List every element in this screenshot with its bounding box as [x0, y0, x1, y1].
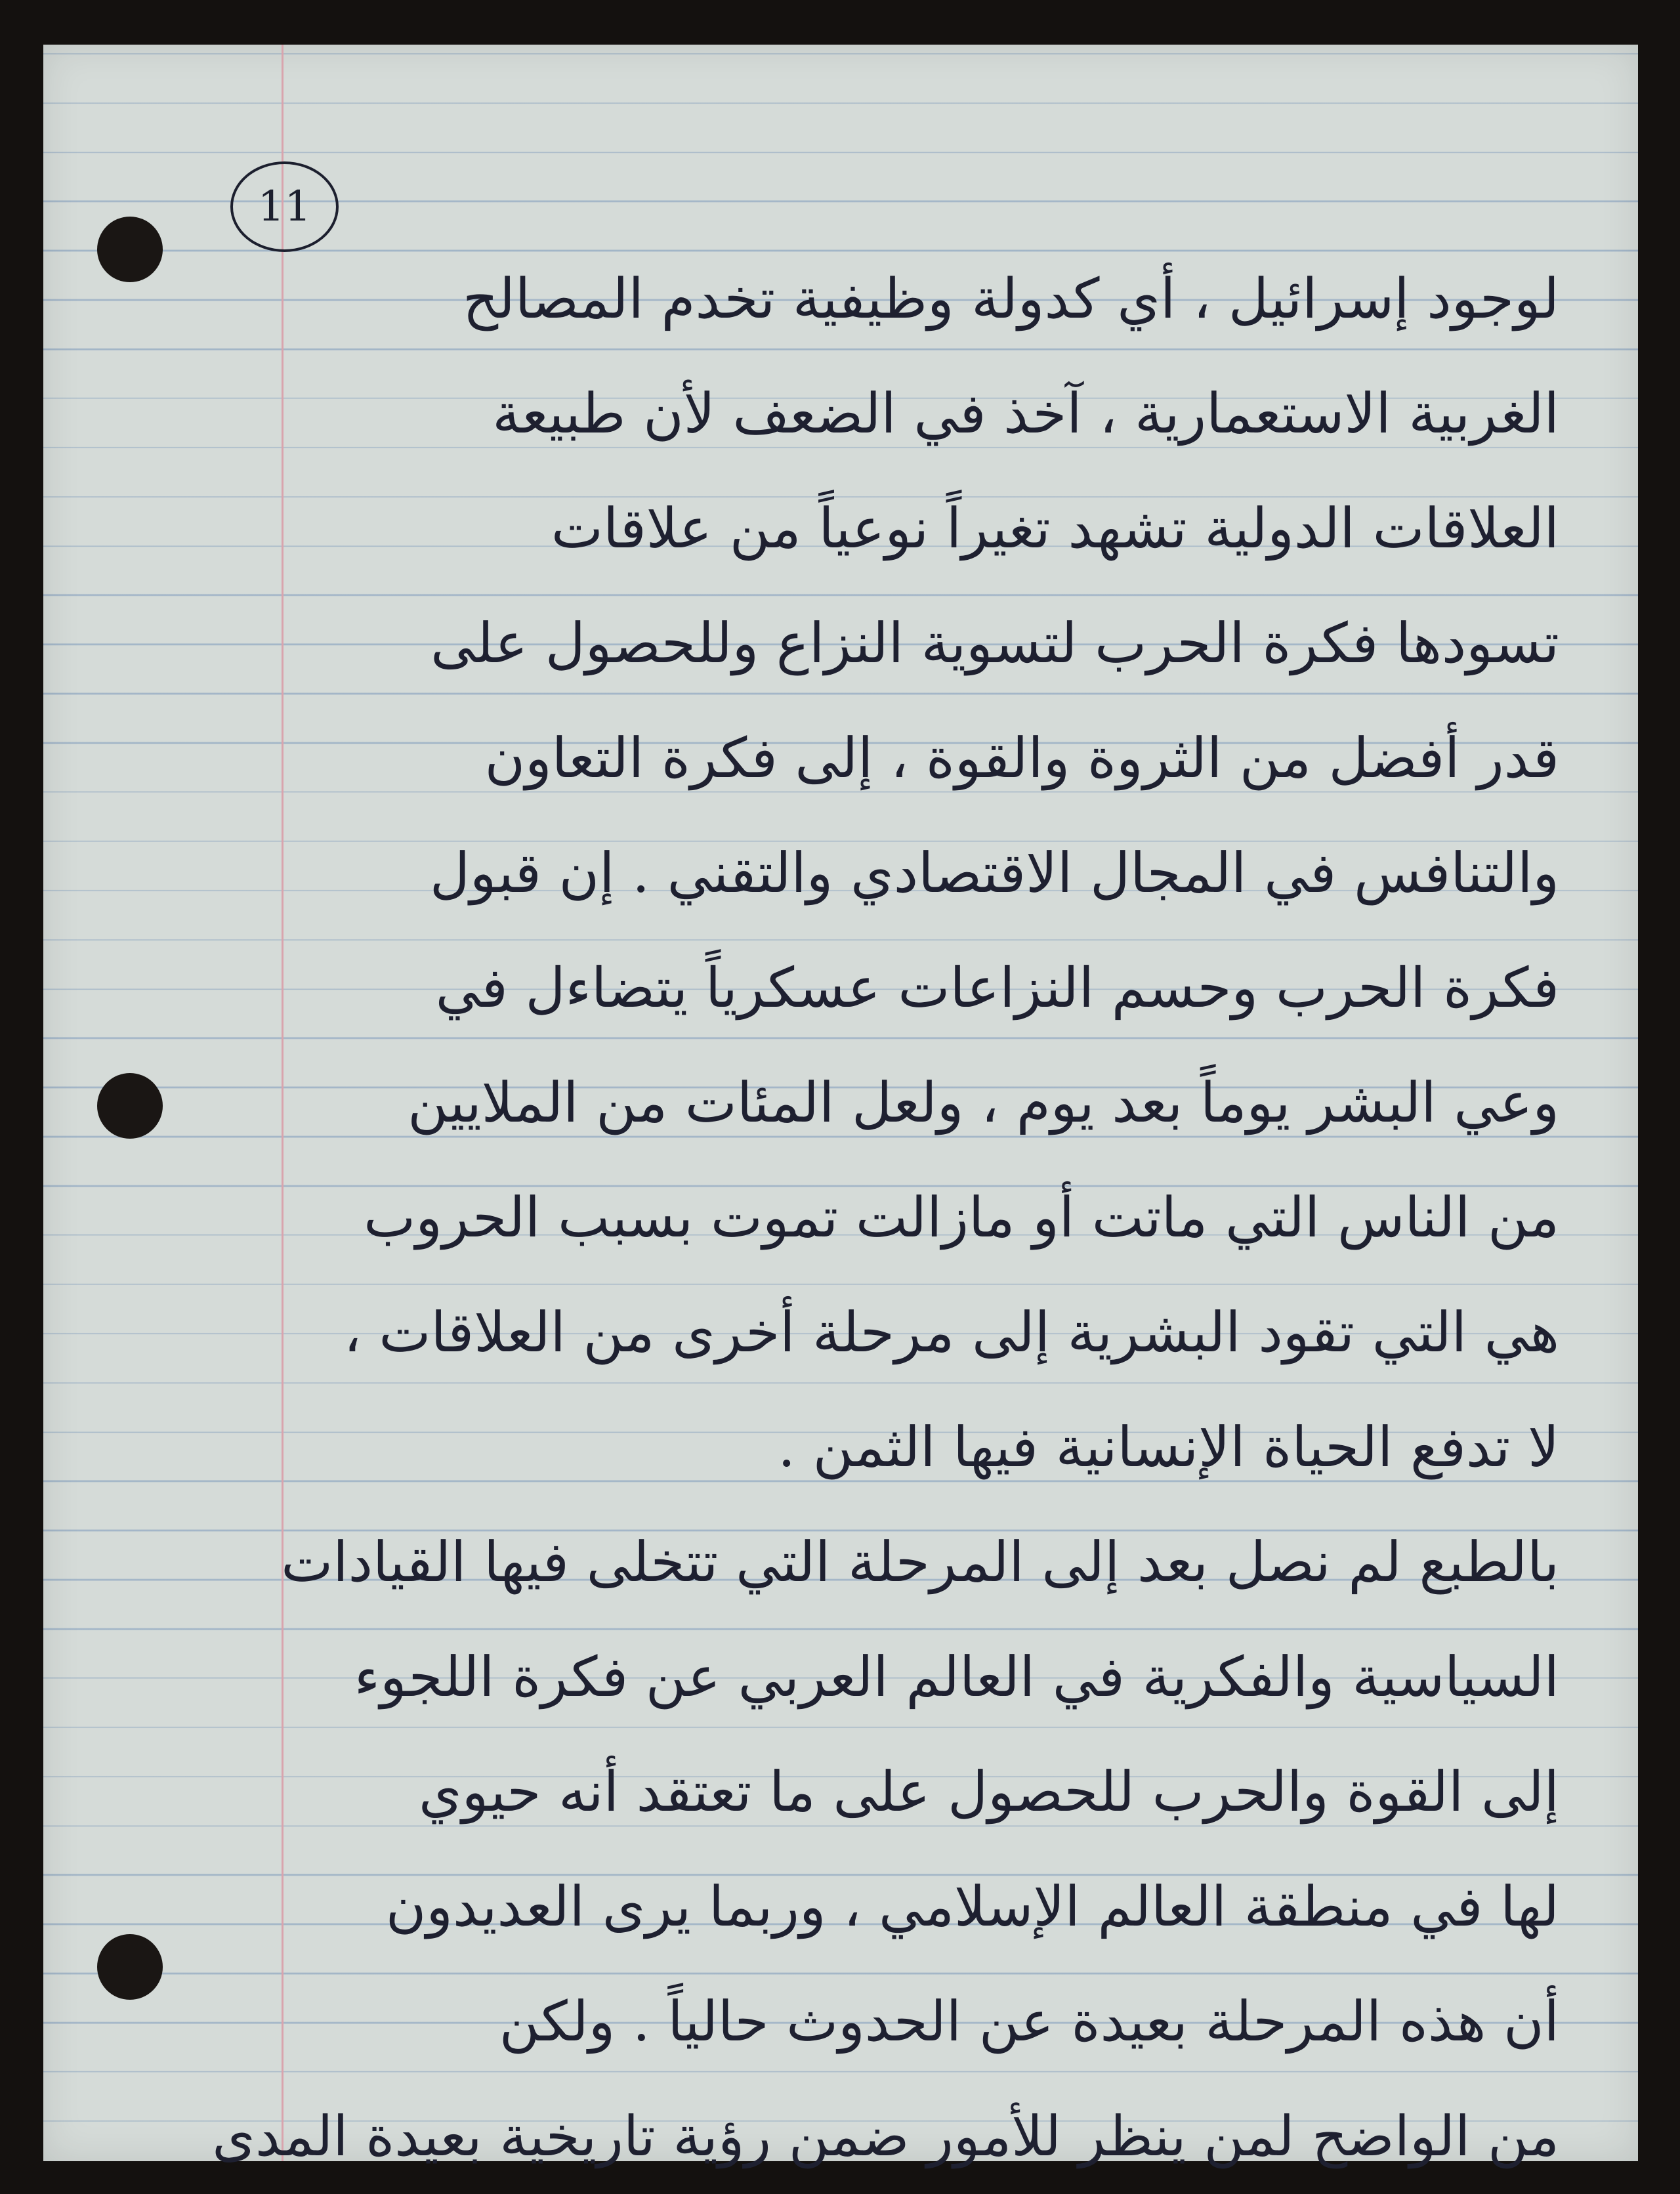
text-line-16: أن هذه المرحلة بعيدة عن الحدوث حالياً . ولكن [499, 1989, 1559, 2054]
text-line-12: بالطبع لم نصل بعد إلى المرحلة التي تتخلى فيها القيادات [281, 1530, 1559, 1594]
text-line-10: هي التي تقود البشرية إلى مرحلة أخرى من العلاقات ، [343, 1300, 1559, 1364]
text-line-1: لوجود إسرائيل ، أي كدولة وظيفية تخدم المصالح [463, 266, 1559, 331]
punch-hole-bottom [97, 1934, 163, 2000]
text-line-8: وعي البشر يوماً بعد يوم ، ولعل المئات من الملايين [408, 1070, 1559, 1135]
page-number: 11 [257, 182, 312, 231]
text-line-13: السياسية والفكرية في العالم العربي عن فكرة اللجوء [354, 1645, 1559, 1709]
handwritten-text [161, 242, 1559, 2194]
page-number-circle [230, 161, 339, 252]
punch-hole-middle [97, 1073, 163, 1139]
notebook-page [43, 45, 1638, 2168]
text-line-14: إلى القوة والحرب للحصول على ما تعتقد أنه حيوي [419, 1760, 1559, 1824]
text-line-11: لا تدفع الحياة الإنسانية فيها الثمن . [778, 1415, 1559, 1479]
text-line-3: العلاقات الدولية تشهد تغيراً نوعياً من علاقات [551, 496, 1559, 560]
text-line-9: من الناس التي ماتت أو مازالت تموت بسبب الحروب [364, 1185, 1559, 1250]
text-line-7: فكرة الحرب وحسم النزاعات عسكرياً يتضاءل في [435, 956, 1559, 1020]
text-line-6: والتنافس في المجال الاقتصادي والتقني . إن قبول [429, 841, 1559, 905]
text-line-15: لها في منطقة العالم الإسلامي ، وربما يرى العديدون [385, 1874, 1559, 1939]
text-line-5: قدر أفضل من الثروة والقوة ، إلى فكرة التعاون [484, 726, 1559, 790]
text-line-4: تسودها فكرة الحرب لتسوية النزاع وللحصول على [430, 611, 1559, 675]
text-line-2: الغربية الاستعمارية ، آخذ في الضعف لأن طبيعة [492, 381, 1559, 446]
text-line-17: من الواضح لمن ينظر للأمور ضمن رؤية تاريخية بعيدة المدى [212, 2104, 1559, 2168]
punch-hole-top [97, 217, 163, 282]
